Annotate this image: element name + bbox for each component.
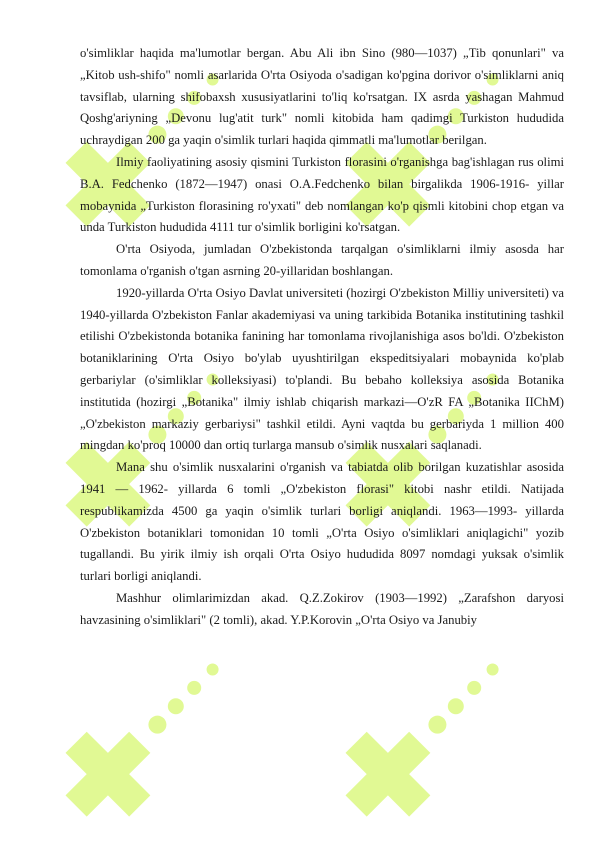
paragraph-4: 1920-yillarda O'rta Osiyo Davlat universiteti (hozirgi O'zbekiston Milliy universiteti) va 1940-yillarda O'zbekiston Fanlar akademiyasi va uning tarkibida Botanika institutining tashkil etilishi O'zbekistonda botanika fanining har tomonlama rivojlanishiga asos bo'ldi. O'zbekiston botaniklarining O'rta Osiyo bo'ylab uyushtirilgan ekspeditsiyalari mobaynida ko'plab gerbariylar (o'simliklar kolleksiyasi) to'plandi. Bu bebaho kolleksiya asosida Botanika institutida (hozirgi „Botanika" ilmiy ishlab chiqarish markazi—O'zR FA „Botanika IIChM) „O'zbekiston markaziy gerbariysi" tashkil etildi. Ayni vaqtda bu gerbariyda 1 million 400 mingdan ko'proq 10000 dan ortiq turlarga mansub o'simlik nusxalari saqlanadi. [80,285,564,453]
paragraph-1: o'simliklar haqida ma'lumotlar bergan. Abu Ali ibn Sino (980—1037) „Tib qonunlari" va „Kitob ush-shifo" nomli asarlarida O'rta Osiyoda o'sadigan ko'pgina dorivor o'simliklarni aniq tavsiflab, ularning shifobaxsh xususiyatlarini to'liq ko'rsatgan. IX asrda yashagan Mahmud Qoshg'ariyning „Devonu lug'atit turk" nomli kitobida ham qadimgi Turkiston hududida uchraydigan 200 ga yaqin o'simlik turlari haqida qimmatli ma'lumotlar berilgan. [80,46,564,148]
paragraph-6: Mashhur olimlarimizdan akad. Q.Z.Zokirov (1903—1992) „Zarafshon daryosi havzasining o'simliklari" (2 tomli), akad. Y.P.Korovin „O'rta Osiyo va Janubiy [80,590,564,627]
paragraph-3: O'rta Osiyoda, jumladan O'zbekistonda tarqalgan o'simliklarni ilmiy asosda har tomonlama o'rganish o'tgan asrning 20-yillaridan boshlangan. [80,242,564,278]
paragraph-2: Ilmiy faoliyatining asosiy qismini Turkiston florasini o'rganishga bag'ishlagan rus olimi B.A. Fedchenko (1872—1947) onasi O.A.Fedchenko bilan birgalikda 1906-1916- yillar mobaynida „Turkiston florasining ro'yxati" deb nomlangan ko'p qismli kitobini chop etgan va unda Turkiston hududida 4111 tur o'simlik borligini ko'rsatgan. [80,154,564,235]
body-text [80,43,564,632]
paragraph-5: Mana shu o'simlik nusxalarini o'rganish va tabiatda olib borilgan kuzatishlar asosida 1941 — 1962- yillarda 6 tomli „O'zbekiston florasi" kitobi nashr etildi. Natijada respublikamizda 4500 ga yaqin o'simlik turlari borligi aniqlandi. 1963—1993- yillarda O'zbekiston botaniklari tomonidan 10 tomli „O'rta Osiyo o'simliklari aniqlagichi" yozib tugallandi. Bu yirik ilmiy ish orqali O'rta Osiyo hududida 8097 nomdagi yuksak o'simlik turlari borligi aniqlandi. [80,460,564,584]
watermark-mark [44,633,248,837]
watermark-mark [324,633,528,837]
